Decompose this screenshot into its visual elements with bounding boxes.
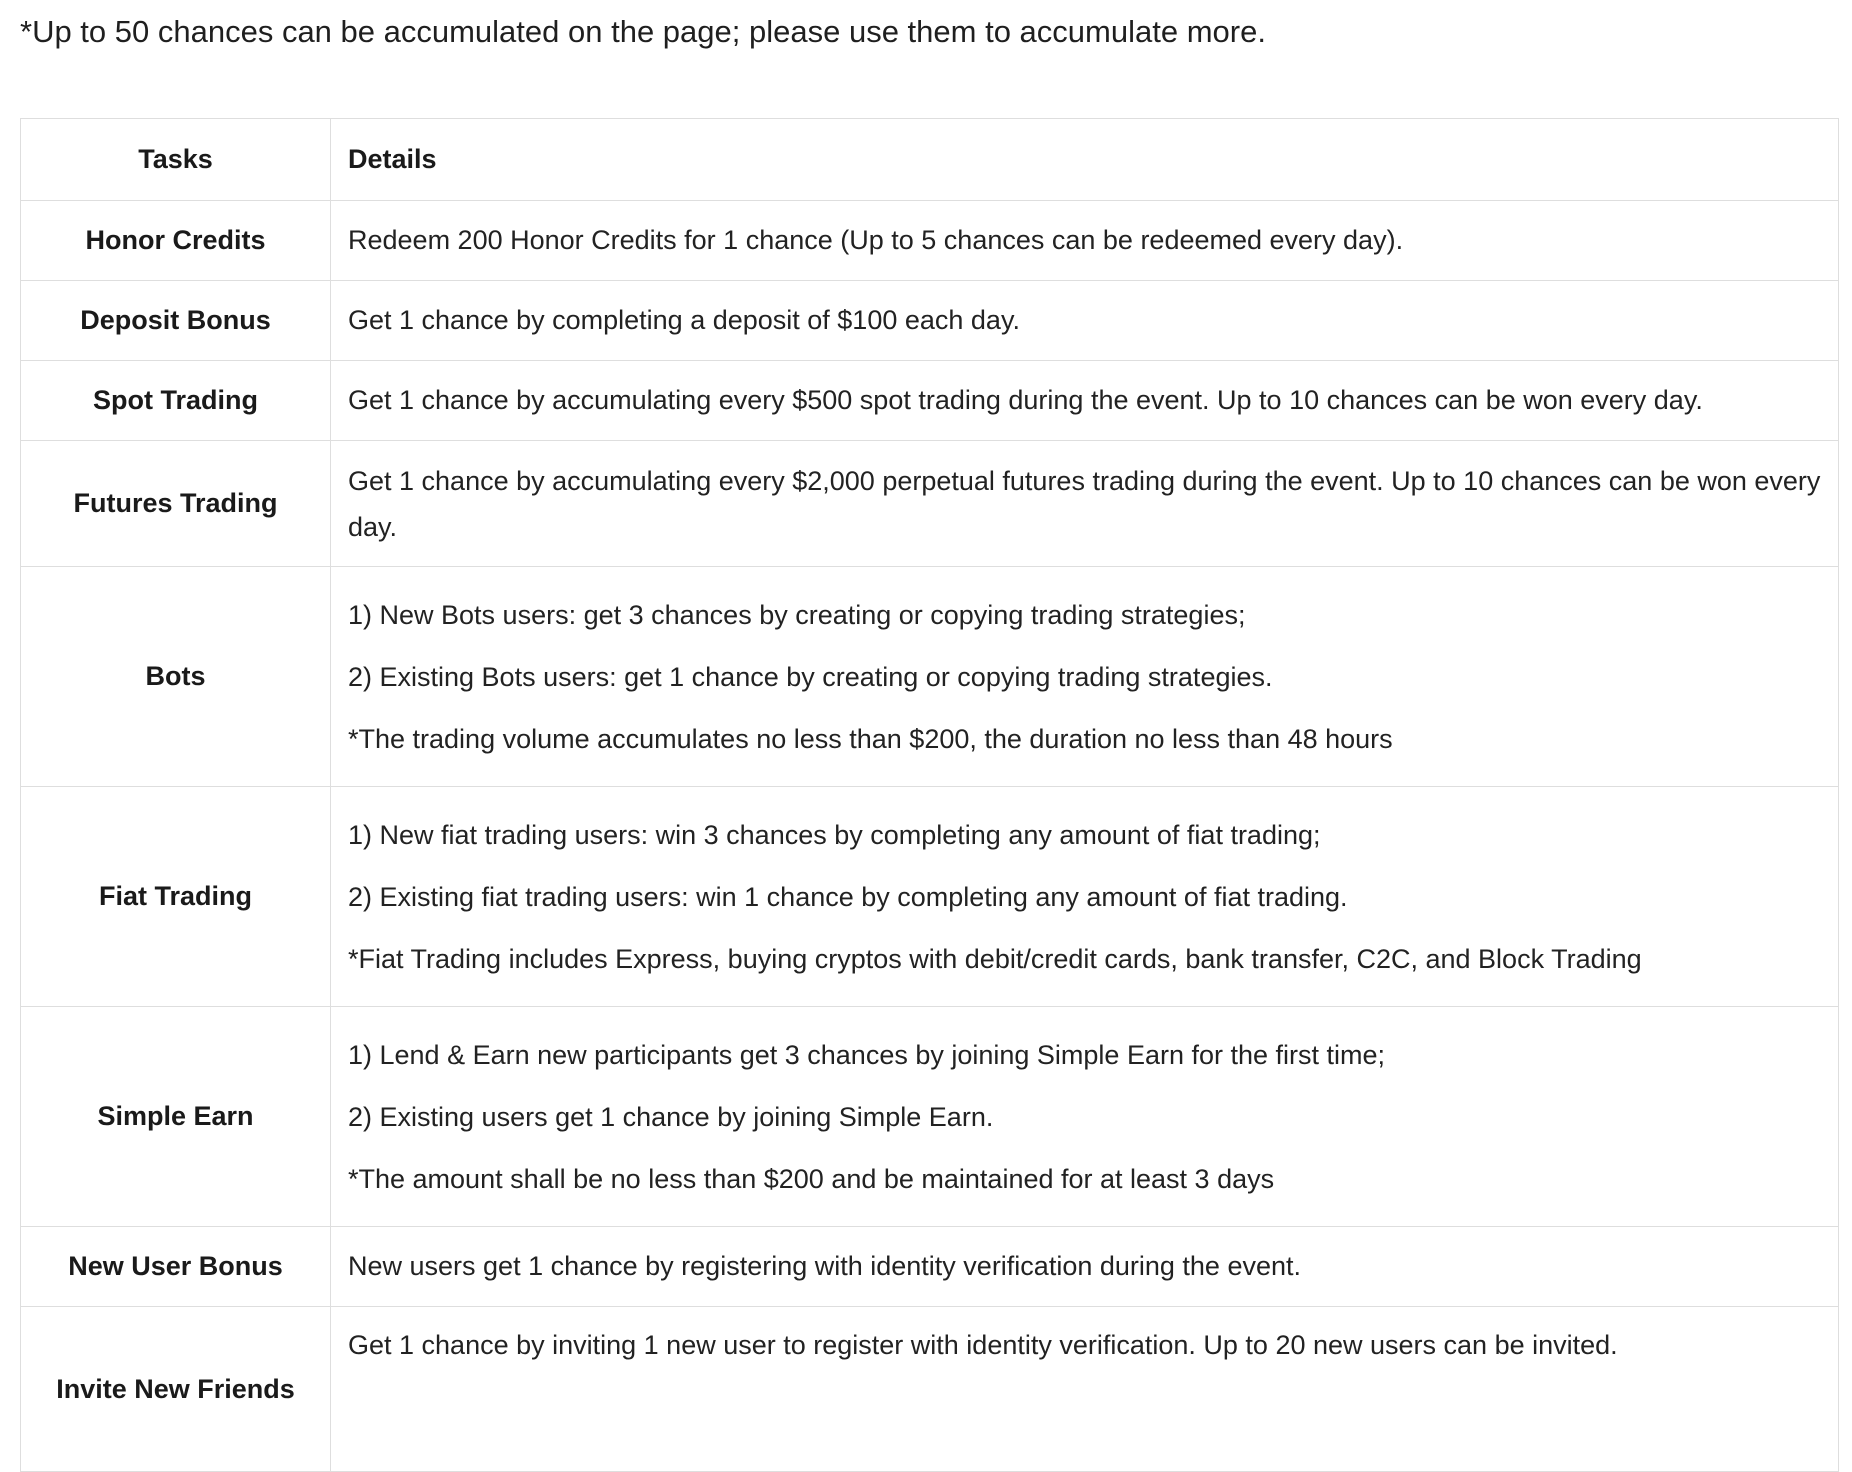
task-details (331, 787, 1839, 1007)
task-details: Get 1 chance by inviting 1 new user to register with identity verification. Up to 20 new users can be invited. (331, 1307, 1839, 1472)
table-row (21, 361, 1839, 441)
task-details: Get 1 chance by accumulating every $500 spot trading during the event. Up to 10 chances can be won every day. (331, 361, 1839, 441)
detail-line: 2) Existing fiat trading users: win 1 chance by completing any amount of fiat trading. (348, 881, 1348, 912)
table-header-row (21, 119, 1839, 201)
table-row (21, 1307, 1839, 1472)
table-row (21, 787, 1839, 1007)
task-details: Redeem 200 Honor Credits for 1 chance (Up to 5 chances can be redeemed every day). (331, 201, 1839, 281)
task-name: New User Bonus (21, 1227, 331, 1307)
task-name: Simple Earn (21, 1007, 331, 1227)
header-tasks: Tasks (21, 119, 331, 201)
task-details (331, 567, 1839, 787)
detail-note: *Fiat Trading includes Express, buying cryptos with debit/credit cards, bank transfer, C2C, and Block Trading (348, 943, 1642, 974)
detail-line: 2) Existing Bots users: get 1 chance by creating or copying trading strategies. (348, 661, 1273, 692)
intro-note: *Up to 50 chances can be accumulated on the page; please use them to accumulate more. (20, 14, 1266, 49)
table-row (21, 201, 1839, 281)
task-details: Get 1 chance by accumulating every $2,000 perpetual futures trading during the event. Up to 10 chances can be won every day. (331, 441, 1839, 567)
task-name: Bots (21, 567, 331, 787)
task-name: Invite New Friends (21, 1307, 331, 1472)
task-name: Fiat Trading (21, 787, 331, 1007)
task-name: Spot Trading (21, 361, 331, 441)
tasks-table (20, 118, 1839, 1472)
table-row (21, 1007, 1839, 1227)
detail-note: *The trading volume accumulates no less than $200, the duration no less than 48 hours (348, 723, 1393, 754)
detail-line: 1) Lend & Earn new participants get 3 chances by joining Simple Earn for the first time; (348, 1039, 1386, 1070)
table-row (21, 567, 1839, 787)
table-row (21, 441, 1839, 567)
detail-line: 1) New Bots users: get 3 chances by creating or copying trading strategies; (348, 599, 1246, 630)
task-name: Futures Trading (21, 441, 331, 567)
task-details (331, 1007, 1839, 1227)
task-details: New users get 1 chance by registering with identity verification during the event. (331, 1227, 1839, 1307)
header-details: Details (331, 119, 1839, 201)
task-name: Deposit Bonus (21, 281, 331, 361)
detail-line: 1) New fiat trading users: win 3 chances by completing any amount of fiat trading; (348, 819, 1321, 850)
task-details: Get 1 chance by completing a deposit of $100 each day. (331, 281, 1839, 361)
detail-note: *The amount shall be no less than $200 and be maintained for at least 3 days (348, 1163, 1275, 1194)
table-row (21, 281, 1839, 361)
task-name: Honor Credits (21, 201, 331, 281)
detail-line: 2) Existing users get 1 chance by joining Simple Earn. (348, 1101, 994, 1132)
table-row (21, 1227, 1839, 1307)
